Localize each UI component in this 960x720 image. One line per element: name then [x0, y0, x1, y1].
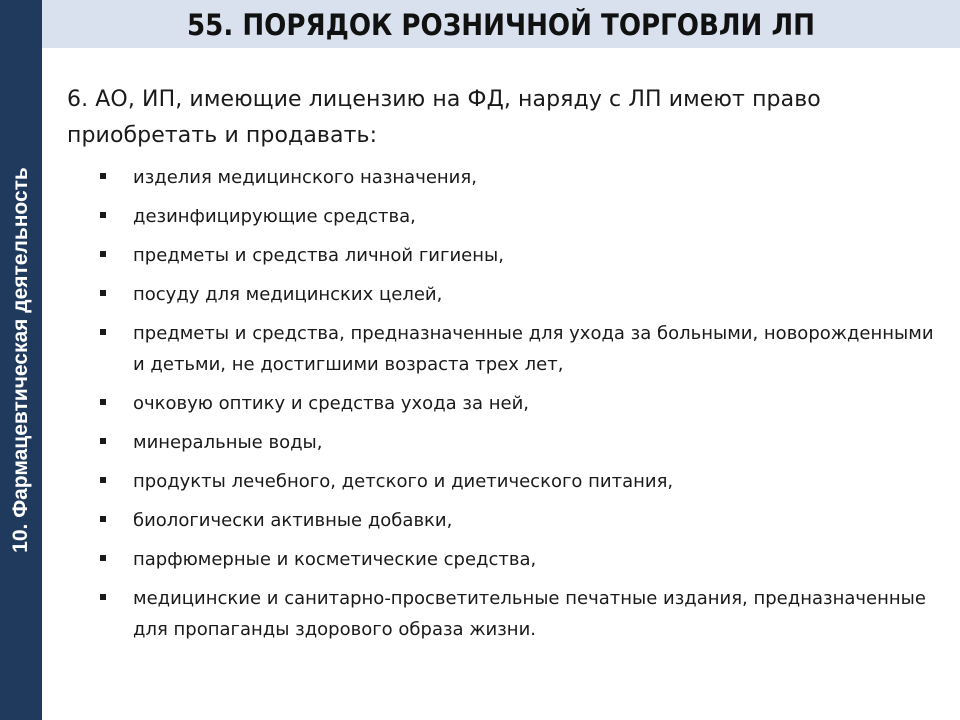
list-item	[67, 279, 947, 310]
bullet-icon	[100, 555, 106, 561]
list-item-text: очковую оптику и средства ухода за ней,	[133, 393, 529, 414]
list-item	[67, 201, 947, 232]
list-item-text: биологически активные добавки,	[133, 510, 453, 531]
list-item	[67, 466, 947, 497]
list-item	[67, 505, 947, 536]
list-item-text: парфюмерные и косметические средства,	[133, 549, 537, 570]
page-title: 55. ПОРЯДОК РОЗНИЧНОЙ ТОРГОВЛИ ЛП	[186, 8, 816, 42]
list-item	[67, 427, 947, 458]
sidebar	[0, 0, 42, 720]
list-item-text: предметы и средства личной гигиены,	[133, 245, 504, 266]
bullet-icon	[100, 173, 106, 179]
list-item	[67, 544, 947, 575]
bullet-icon	[100, 212, 106, 218]
bullet-icon	[100, 251, 106, 257]
bullet-icon	[100, 594, 106, 600]
list-item-text: минеральные воды,	[133, 432, 323, 453]
list-item	[67, 583, 947, 645]
slide-content	[67, 82, 947, 653]
list-item	[67, 240, 947, 271]
list-item-text: дезинфицирующие средства,	[133, 206, 416, 227]
intro-paragraph: 6. АО, ИП, имеющие лицензию на ФД, наряду с ЛП имеют право приобретать и продавать:	[67, 87, 821, 148]
bullet-icon	[100, 329, 106, 335]
bullet-icon	[100, 290, 106, 296]
items-list	[67, 162, 947, 645]
title-bar	[42, 0, 960, 48]
list-item-text: предметы и средства, предназначенные для ухода за больными, новорожденными и детьми, не достигшими возраста трех лет,	[133, 323, 934, 375]
list-item	[67, 162, 947, 193]
list-item	[67, 318, 947, 380]
list-item-text: изделия медицинского назначения,	[133, 167, 477, 188]
bullet-icon	[100, 399, 106, 405]
list-item-text: посуду для медицинских целей,	[133, 284, 443, 305]
list-item-text: медицинские и санитарно-просветительные печатные издания, предназначенные для пропаганды здорового образа жизни.	[133, 588, 926, 640]
sidebar-label: 10. Фармацевтическая деятельность	[9, 167, 32, 553]
list-item-text: продукты лечебного, детского и диетического питания,	[133, 471, 674, 492]
bullet-icon	[100, 477, 106, 483]
list-item	[67, 388, 947, 419]
bullet-icon	[100, 438, 106, 444]
bullet-icon	[100, 516, 106, 522]
